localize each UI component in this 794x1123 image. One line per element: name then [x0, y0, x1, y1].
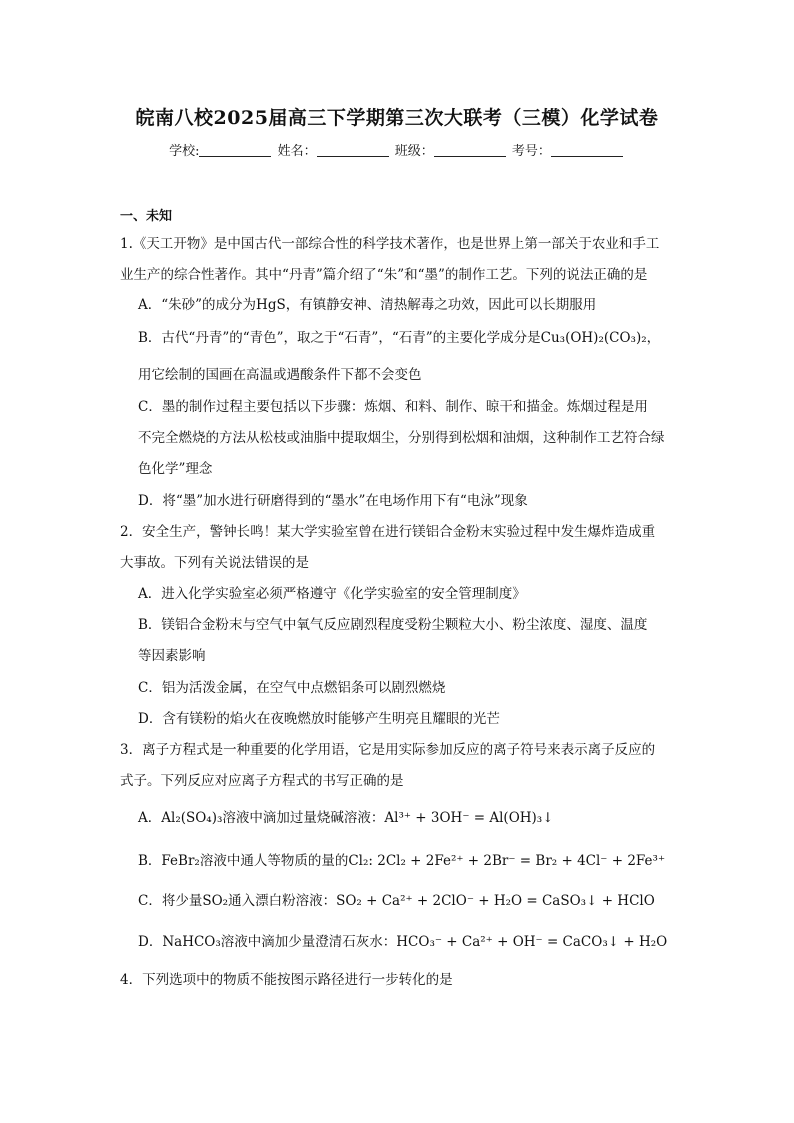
q3-option-b-formula2: Cl₂ — [348, 853, 369, 869]
name-label: 姓名： — [277, 144, 317, 159]
number-blank[interactable] — [551, 144, 623, 157]
q1-option-b-line2: 用它绘制的国画在高温或遇酸条件下都不会变色 — [138, 367, 422, 383]
q2-stem-line1: 2．安全生产，警钟长鸣！某大学实验室曾在进行镁铝合金粉末实验过程中发生爆炸造成重 — [120, 524, 656, 540]
q1-stem-line1: 1.《天工开物》是中国古代一部综合性的科学技术著作，也是世界上第一部关于农业和手工 — [120, 236, 660, 252]
q1-option-c-line2: 不完全燃烧的方法从松枝或油脂中提取烟尘，分别得到松烟和油烟，这种制作工艺符合绿 — [138, 430, 665, 446]
q3-option-b-formula1: FeBr₂ — [161, 853, 200, 869]
q3-stem-line1: 3．离子方程式是一种重要的化学用语，它是用实际参加反应的离子符号来表示离子反应的 — [120, 742, 656, 758]
name-blank[interactable] — [317, 144, 389, 157]
q2-option-d: D．含有镁粉的焰火在夜晚燃放时能够产生明亮且耀眼的光芒 — [138, 711, 500, 727]
q3-option-a-formula: Al₂(SO₄)₃ — [161, 810, 223, 826]
exam-title: 皖南八校2025届高三下学期第三次大联考（三模）化学试卷 — [135, 107, 659, 129]
class-blank[interactable] — [434, 144, 506, 157]
q3-option-a — [138, 806, 554, 826]
q1-option-b — [138, 326, 660, 346]
q3-option-d-formula: NaHCO₃ — [162, 934, 221, 950]
q2-option-b-line2: 等因素影响 — [138, 648, 206, 664]
school-label: 学校: — [169, 144, 200, 159]
student-info-line — [0, 140, 794, 159]
q3-option-b — [138, 849, 665, 869]
q3-option-d-letter: D． — [138, 934, 163, 950]
q3-stem-line2: 式子。下列反应对应离子方程式的书写正确的是 — [120, 773, 404, 789]
q2-option-b-line1: B．镁铝合金粉末与空气中氧气反应剧烈程度受粉尘颗粒大小、粉尘浓度、湿度、温度 — [138, 617, 648, 633]
q3-option-c-formula: SO₂ — [202, 893, 229, 909]
class-label: 班级： — [394, 144, 434, 159]
q3-option-a-text: 溶液中滴加过量烧碱溶液： — [222, 810, 385, 826]
section-heading: 一、未知 — [120, 209, 173, 224]
q3-option-b-equation: : 2Cl₂ + 2Fe²⁺ + 2Br⁻ = Br₂ + 4Cl⁻ + 2Fe³⁺ — [368, 853, 666, 869]
q2-stem-line2: 大事故。下列有关说法错误的是 — [120, 555, 309, 571]
q3-option-c-text1: C．将少量 — [138, 893, 203, 909]
q3-option-b-text: 溶液中通人等物质的量的 — [199, 853, 349, 869]
q3-option-d-text: 溶液中滴加少量澄清石灰水： — [220, 934, 397, 950]
q1-option-c-line1: C．墨的制作过程主要包括以下步骤：炼烟、和料、制作、晾干和描金。炼烟过程是用 — [138, 399, 648, 415]
q2-option-a: A．进入化学实验室必须严格遵守《化学实验室的安全管理制度》 — [138, 586, 526, 602]
q3-option-a-equation: Al³⁺ + 3OH⁻ = Al(OH)₃↓ — [384, 810, 554, 826]
q3-option-c — [138, 889, 655, 909]
q3-option-c-equation: SO₂ + Ca²⁺ + 2ClO⁻ + H₂O = CaSO₃↓ + HClO — [336, 893, 655, 909]
q3-option-a-letter: A． — [138, 810, 162, 826]
q3-option-b-letter: B． — [138, 853, 162, 869]
q3-option-c-text2: 通入漂白粉溶液： — [228, 893, 337, 909]
q1-option-b-text: B．古代“丹青”的“青色”，取之于“石青”，“石青”的主要化学成分是 — [138, 330, 541, 346]
q1-option-d: D．将“墨”加水进行研磨得到的“墨水”在电场作用下有“电泳”现象 — [138, 493, 528, 509]
q1-option-a: A．“朱砂”的成分为HgS，有镇静安神、清热解毒之功效，因此可以长期服用 — [138, 297, 597, 313]
q4-stem: 4．下列选项中的物质不能按图示路径进行一步转化的是 — [120, 972, 453, 988]
q3-option-d — [138, 930, 667, 950]
q2-option-c: C．铝为活泼金属，在空气中点燃铝条可以剧烈燃烧 — [138, 680, 446, 696]
q1-option-c-line3: 色化学”理念 — [138, 461, 213, 477]
q3-option-d-equation: HCO₃⁻ + Ca²⁺ + OH⁻ = CaCO₃↓ + H₂O — [396, 934, 668, 950]
number-label: 考号： — [511, 144, 551, 159]
q1-option-b-formula: Cu₃(OH)₂(CO₃)₂， — [540, 330, 661, 346]
q1-stem-line2: 业生产的综合性著作。其中“丹青”篇介绍了“朱”和“墨”的制作工艺。下列的说法正确的是 — [120, 267, 648, 283]
school-blank[interactable] — [199, 144, 271, 157]
